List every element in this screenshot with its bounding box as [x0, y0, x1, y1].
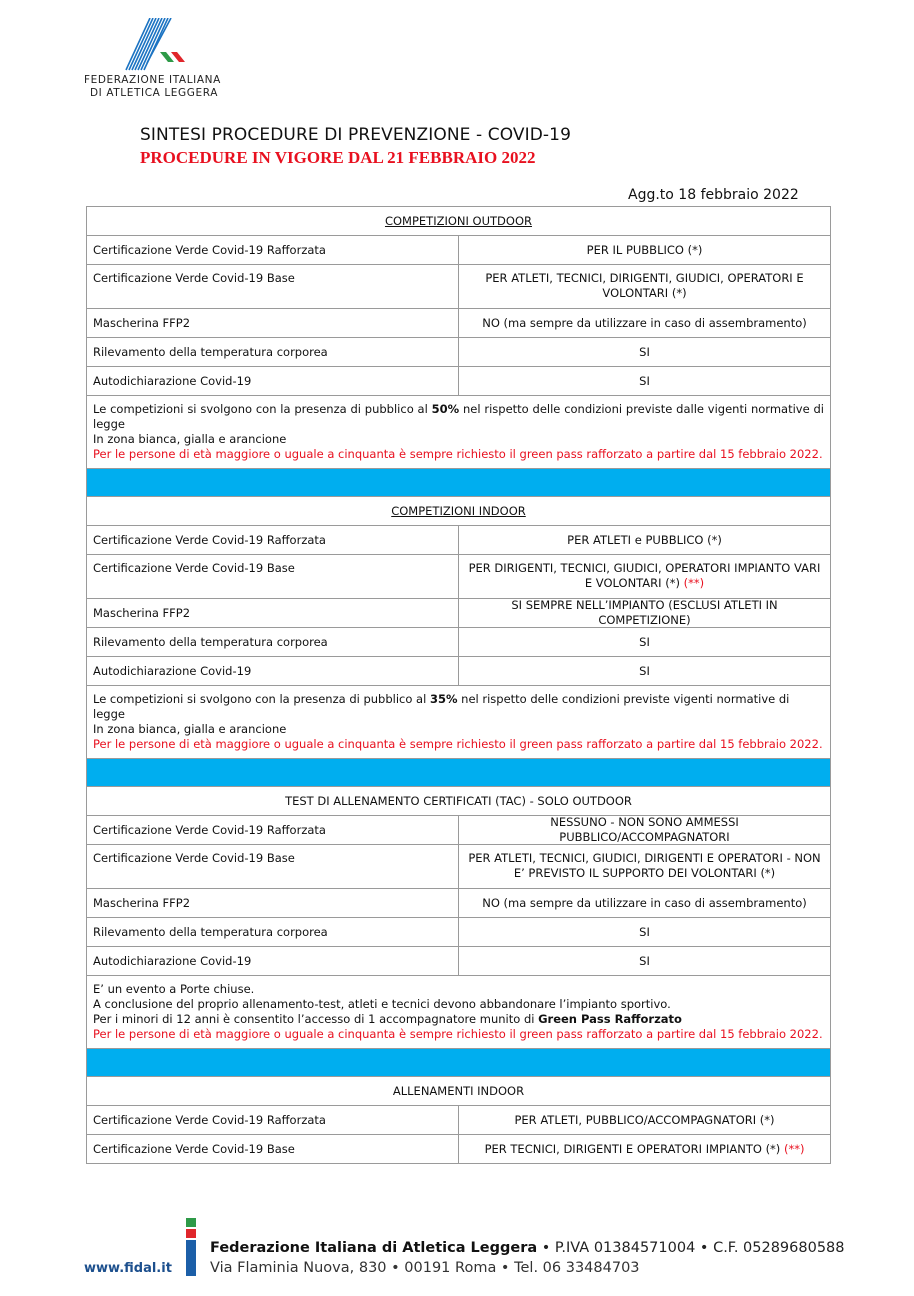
row-label: Autodichiarazione Covid-19	[87, 947, 459, 975]
italian-flag-bar-icon	[186, 1218, 196, 1276]
row-label: Autodichiarazione Covid-19	[87, 367, 459, 395]
section-heading-text: ALLENAMENTI INDOOR	[392, 1084, 525, 1098]
section-separator	[87, 469, 830, 497]
note-red-warning: Per le persone di età maggiore o uguale a cinquanta è sempre richiesto il green pass rafforzato a partire dal 15 febbraio 2022.	[93, 447, 823, 461]
row-label: Certificazione Verde Covid-19 Rafforzata	[87, 1106, 459, 1134]
section-heading-tac	[87, 787, 830, 816]
row-value: SI	[639, 373, 650, 388]
section-heading-allenamenti-indoor	[87, 1077, 830, 1106]
section-separator	[87, 1049, 830, 1077]
update-date: Agg.to 18 febbraio 2022	[628, 187, 799, 203]
row-value: PER ATLETI, TECNICI, DIRIGENTI, GIUDICI, OPERATORI E VOLONTARI (*)	[485, 271, 804, 300]
document-title: SINTESI PROCEDURE DI PREVENZIONE - COVID-19	[140, 125, 571, 145]
row-value: NESSUNO - NON SONO AMMESSI PUBBLICO/ACCOMPAGNATORI	[550, 815, 739, 844]
table-row	[87, 845, 830, 889]
note-line	[93, 692, 824, 722]
table-row	[87, 657, 830, 686]
row-value	[459, 1135, 830, 1163]
note-line: In zona bianca, gialla e arancione	[93, 722, 287, 736]
section-heading-indoor	[87, 497, 830, 526]
row-value	[459, 555, 830, 598]
table-row	[87, 236, 830, 265]
document-subtitle: PROCEDURE IN VIGORE DAL 21 FEBBRAIO 2022	[140, 148, 536, 167]
row-label: Autodichiarazione Covid-19	[87, 657, 459, 685]
row-label: Mascherina FFP2	[87, 889, 459, 917]
fidal-logo	[84, 18, 234, 100]
table-row	[87, 947, 830, 976]
note-text: Per i minori di 12 anni è consentito l’accesso di 1 accompagnatore munito di	[93, 1012, 539, 1026]
row-value: SI	[639, 663, 650, 678]
note-text: Le competizioni si svolgono con la presenza di pubblico al	[93, 402, 432, 416]
row-value: SI SEMPRE NELL’IMPIANTO (ESCLUSI ATLETI IN COMPETIZIONE)	[511, 598, 778, 627]
note-line: In zona bianca, gialla e arancione	[93, 432, 287, 446]
note-text: Le competizioni si svolgono con la presenza di pubblico al	[93, 692, 430, 706]
row-label: Rilevamento della temperatura corporea	[87, 918, 459, 946]
row-label: Rilevamento della temperatura corporea	[87, 338, 459, 366]
footer-org-line	[210, 1240, 845, 1256]
table-row	[87, 265, 830, 309]
section-heading-text: COMPETIZIONI OUTDOOR	[384, 214, 533, 228]
row-value-text: PER TECNICI, DIRIGENTI E OPERATORI IMPIANTO (*)	[484, 1141, 784, 1156]
row-value-red: (**)	[683, 576, 705, 590]
row-label: Certificazione Verde Covid-19 Rafforzata	[87, 526, 459, 554]
row-value-red: (**)	[783, 1141, 805, 1156]
row-label: Certificazione Verde Covid-19 Rafforzata	[87, 816, 459, 844]
row-value-text: PER DIRIGENTI, TECNICI, GIUDICI, OPERATORI IMPIANTO VARI E VOLONTARI (*)	[468, 561, 821, 590]
note-line	[93, 402, 824, 432]
table-row	[87, 1135, 830, 1164]
logo-line-2: DI ATLETICA LEGGERA	[90, 87, 218, 99]
fidal-logo-icon	[124, 18, 194, 73]
section-note	[87, 396, 830, 469]
table-row	[87, 1106, 830, 1135]
table-row	[87, 526, 830, 555]
section-note	[87, 976, 830, 1049]
note-line: A conclusione del proprio allenamento-test, atleti e tecnici devono abbandonare l’impianto sportivo.	[93, 997, 671, 1011]
section-note	[87, 686, 830, 759]
row-value: SI	[639, 344, 650, 359]
row-value: PER IL PUBBLICO (*)	[586, 242, 703, 257]
note-bold: 35%	[429, 692, 458, 706]
footer	[84, 1218, 845, 1278]
footer-tax-ids: • P.IVA 01384571004 • C.F. 05289680588	[537, 1240, 845, 1256]
row-label: Mascherina FFP2	[87, 599, 459, 627]
row-label: Certificazione Verde Covid-19 Base	[87, 265, 459, 308]
section-separator	[87, 759, 830, 787]
table-row	[87, 918, 830, 947]
note-bold: Green Pass Rafforzato	[538, 1012, 682, 1026]
row-label: Rilevamento della temperatura corporea	[87, 628, 459, 656]
table-row	[87, 309, 830, 338]
row-label: Certificazione Verde Covid-19 Rafforzata	[87, 236, 459, 264]
row-value: PER ATLETI, TECNICI, GIUDICI, DIRIGENTI E OPERATORI - NON E’ PREVISTO IL SUPPORTO DEI VOLONTARI (*)	[468, 851, 821, 880]
row-value: PER ATLETI, PUBBLICO/ACCOMPAGNATORI (*)	[514, 1112, 775, 1127]
procedures-table	[86, 206, 831, 1164]
note-red-warning: Per le persone di età maggiore o uguale a cinquanta è sempre richiesto il green pass rafforzato a partire dal 15 febbraio 2022.	[93, 737, 823, 751]
footer-org-name: Federazione Italiana di Atletica Leggera	[210, 1240, 538, 1256]
note-red-warning: Per le persone di età maggiore o uguale a cinquanta è sempre richiesto il green pass rafforzato a partire dal 15 febbraio 2022.	[93, 1027, 823, 1041]
table-row	[87, 338, 830, 367]
note-line	[93, 1012, 824, 1027]
note-text: nel rispetto delle condizioni previste dalle vigenti normative di legge	[93, 402, 824, 431]
section-heading-text: COMPETIZIONI INDOOR	[391, 504, 526, 518]
table-row	[87, 816, 830, 845]
section-heading-outdoor	[87, 207, 830, 236]
row-value: PER ATLETI e PUBBLICO (*)	[567, 532, 722, 547]
logo-line-1: FEDERAZIONE ITALIANA	[84, 74, 221, 86]
row-value: SI	[639, 634, 650, 649]
footer-address: Via Flaminia Nuova, 830 • 00191 Roma • Tel. 06 33484703	[210, 1260, 640, 1276]
row-label: Certificazione Verde Covid-19 Base	[87, 1135, 459, 1163]
note-bold: 50%	[431, 402, 460, 416]
row-value: NO (ma sempre da utilizzare in caso di assembramento)	[482, 895, 807, 910]
website-link[interactable]: www.fidal.it	[84, 1261, 172, 1276]
note-text: nel rispetto delle condizioni previste vigenti normative di legge	[93, 692, 790, 721]
table-row	[87, 555, 830, 599]
row-label: Certificazione Verde Covid-19 Base	[87, 845, 459, 888]
row-value: NO (ma sempre da utilizzare in caso di assembramento)	[482, 315, 807, 330]
table-row	[87, 628, 830, 657]
row-label: Certificazione Verde Covid-19 Base	[87, 555, 459, 598]
table-row	[87, 599, 830, 628]
row-value: SI	[639, 924, 650, 939]
note-line: E’ un evento a Porte chiuse.	[93, 982, 255, 996]
table-row	[87, 367, 830, 396]
logo-text	[84, 74, 221, 100]
section-heading-text: TEST DI ALLENAMENTO CERTIFICATI (TAC) - SOLO OUTDOOR	[285, 794, 632, 808]
table-row	[87, 889, 830, 918]
row-value: SI	[639, 953, 650, 968]
row-label: Mascherina FFP2	[87, 309, 459, 337]
